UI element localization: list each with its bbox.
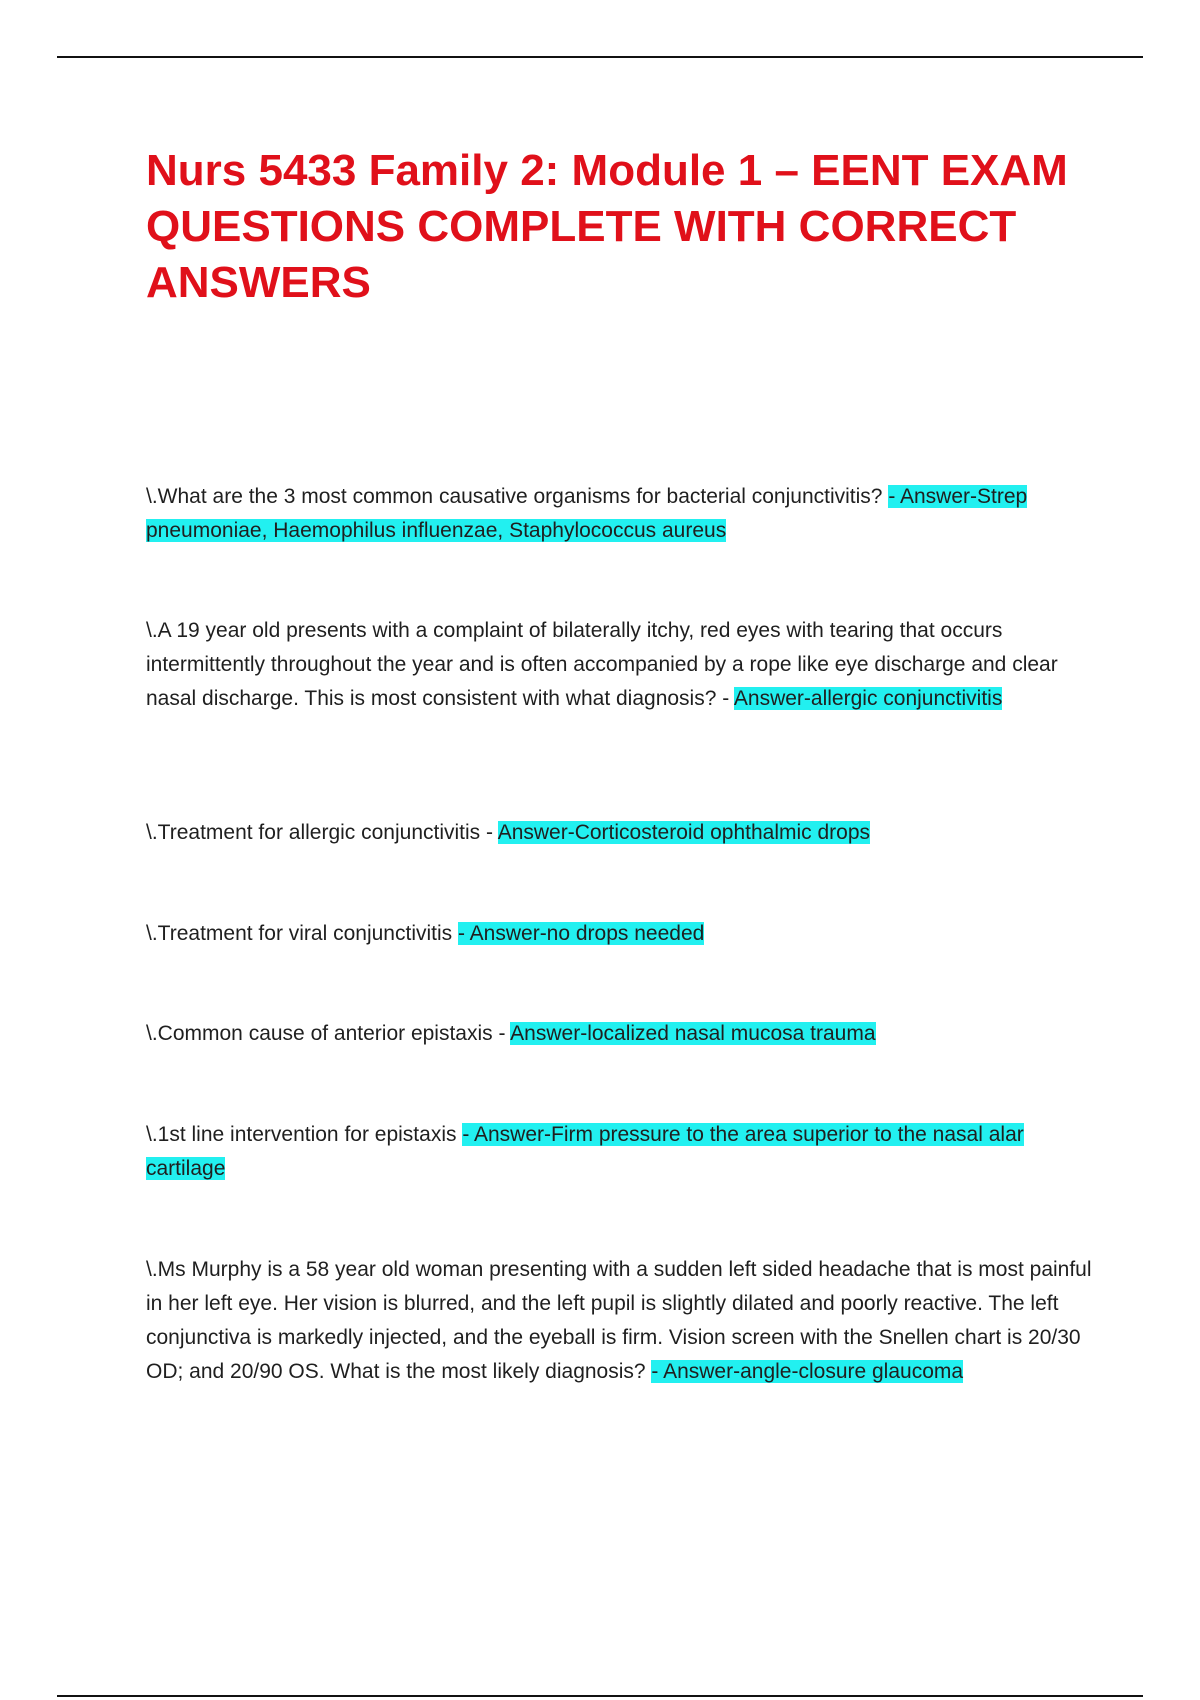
answer-highlight: - Answer-Firm pressure to the area superior to the nasal alar cartilage bbox=[146, 1123, 1024, 1180]
qa-item-4 bbox=[146, 917, 1096, 951]
qa-item-5 bbox=[146, 1017, 1096, 1051]
question-text: \.Treatment for allergic conjunctivitis - bbox=[146, 821, 498, 844]
answer-highlight: Answer-localized nasal mucosa trauma bbox=[510, 1022, 876, 1045]
answer-highlight: - Answer-Strep pneumoniae, Haemophilus influenzae, Staphylococcus aureus bbox=[146, 485, 1028, 542]
bottom-divider bbox=[57, 1695, 1143, 1697]
answer-highlight: Answer-allergic conjunctivitis bbox=[733, 687, 1003, 710]
question-text: \.Treatment for viral conjunctivitis bbox=[146, 922, 458, 945]
answer-highlight: - Answer-angle-closure glaucoma bbox=[651, 1360, 964, 1383]
question-text: \.Ms Murphy is a 58 year old woman presenting with a sudden left sided headache that is most painful in her left eye. Her vision is blurred, and the left pupil is slightly dilated and poorly reactive. The left conjunctiva is markedly injected, and the eyeball is firm. Vision screen with the Snellen chart is 20/30 OD; and 20/90 OS. What is the most likely diagnosis? bbox=[146, 1258, 1092, 1383]
qa-item-2 bbox=[146, 614, 1096, 716]
qa-item-6 bbox=[146, 1118, 1096, 1186]
question-text: \.1st line intervention for epistaxis bbox=[146, 1123, 463, 1146]
answer-highlight: Answer-Corticosteroid ophthalmic drops bbox=[497, 821, 871, 844]
document-title: Nurs 5433 Family 2: Module 1 – EENT EXAM QUESTIONS COMPLETE WITH CORRECT ANSWERS bbox=[146, 146, 1068, 307]
question-text: \.What are the 3 most common causative organisms for bacterial conjunctivitis? bbox=[146, 485, 889, 508]
top-divider bbox=[57, 56, 1143, 58]
question-text: \.A 19 year old presents with a complaint of bilaterally itchy, red eyes with tearing that occurs intermittently throughout the year and is often accompanied by a rope like eye discharge and clear nasal discharge. This is most consistent with what diagnosis? - bbox=[146, 619, 1058, 710]
answer-highlight: - Answer-no drops needed bbox=[458, 922, 705, 945]
question-text: \.Common cause of anterior epistaxis - bbox=[146, 1022, 511, 1045]
qa-item-7 bbox=[146, 1253, 1096, 1389]
qa-item-3 bbox=[146, 816, 1096, 850]
qa-item-1 bbox=[146, 480, 1096, 548]
